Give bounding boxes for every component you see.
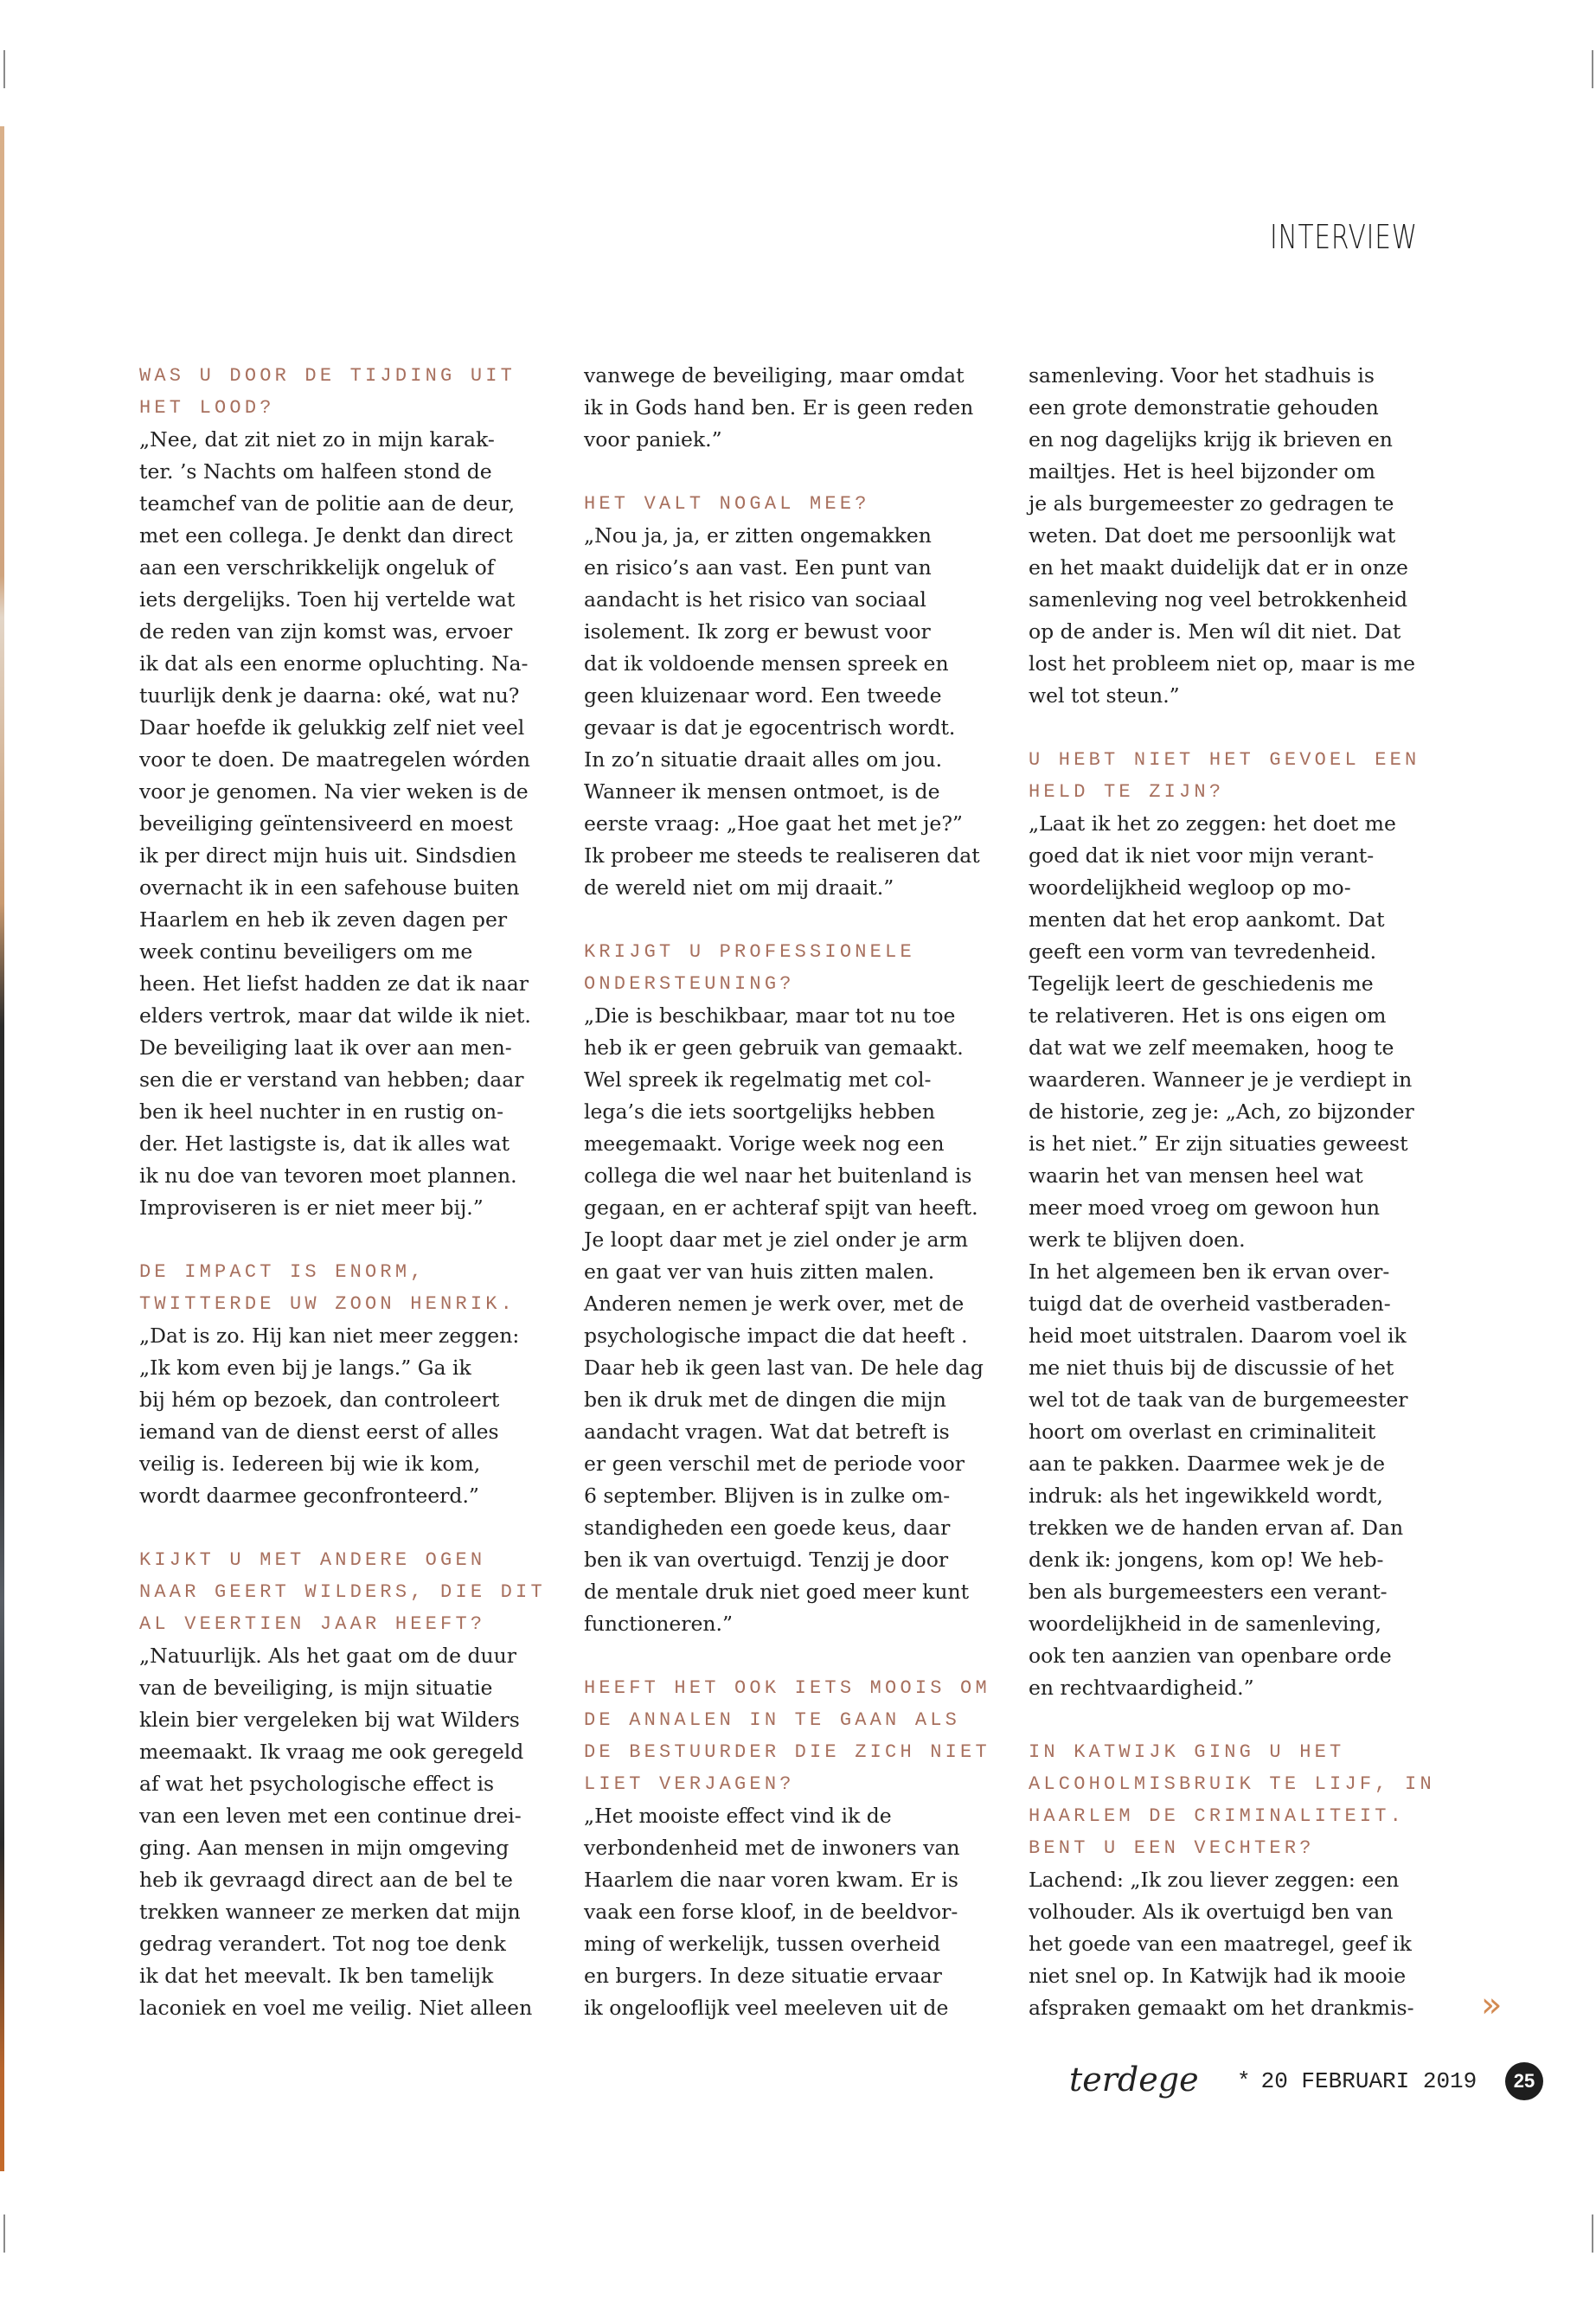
body-text-line: en rechtvaardigheid.” xyxy=(1029,1676,1254,1700)
body-text-line: volhouder. Als ik overtuigd ben van xyxy=(1029,1900,1394,1924)
article-column-2 xyxy=(584,360,999,2024)
body-text-line: geen kluizenaar word. Een tweede xyxy=(584,683,942,708)
body-text-line: der. Het lastigste is, dat ik alles wat xyxy=(139,1131,510,1156)
body-text-line: woordelijkheid wegloop op mo- xyxy=(1029,875,1351,900)
question-heading-line: NAAR GEERT WILDERS, DIE DIT xyxy=(139,1581,546,1603)
body-text-line: trekken wanneer ze merken dat mijn xyxy=(139,1900,521,1924)
body-text-line: eerste vraag: „Hoe gaat het met je?” xyxy=(584,811,963,836)
body-text-line: aandacht vragen. Wat dat betreft is xyxy=(584,1420,950,1444)
paragraph-gap xyxy=(584,904,999,936)
crop-mark xyxy=(3,50,5,88)
body-text-line: en burgers. In deze situatie ervaar xyxy=(584,1964,942,1988)
body-text-line: Daar heb ik geen last van. De hele dag xyxy=(584,1356,984,1380)
adjacent-page-photo-edge xyxy=(0,126,4,2171)
body-text-line: Je loopt daar met je ziel onder je arm xyxy=(584,1227,969,1252)
body-text-line: en gaat ver van huis zitten malen. xyxy=(584,1259,935,1284)
question-heading-line: U HEBT NIET HET GEVOEL EEN xyxy=(1029,749,1420,771)
body-text-line: gegaan, en er achteraf spijt van heeft. xyxy=(584,1195,978,1220)
body-text-line: voor te doen. De maatregelen wórden xyxy=(139,747,530,772)
question-heading-line: ALCOHOLMISBRUIK TE LIJF, IN xyxy=(1029,1773,1435,1795)
body-text-line: Haarlem en heb ik zeven dagen per xyxy=(139,907,508,932)
body-text-line: ben als burgemeesters een verant- xyxy=(1029,1580,1388,1604)
body-text-line: ben ik heel nuchter in en rustig on- xyxy=(139,1099,504,1124)
question-heading-line: HET VALT NOGAL MEE? xyxy=(584,493,870,515)
body-text-line: ging. Aan mensen in mijn omgeving xyxy=(139,1836,510,1860)
paragraph-gap xyxy=(139,1512,554,1544)
question-heading-line: ONDERSTEUNING? xyxy=(584,973,795,995)
body-text-line: Wel spreek ik regelmatig met col- xyxy=(584,1067,932,1092)
body-text-line: en het maakt duidelijk dat er in onze xyxy=(1029,555,1408,580)
issue-date-text: 20 FEBRUARI 2019 xyxy=(1260,2068,1477,2094)
question-heading-line: DE BESTUURDER DIE ZICH NIET xyxy=(584,1741,990,1763)
body-text-line: dat ik voldoende mensen spreek en xyxy=(584,651,949,676)
question-heading-line: DE IMPACT IS ENORM, xyxy=(139,1261,426,1283)
body-text-line: ik ongelooflijk veel meeleven uit de xyxy=(584,1996,949,2020)
body-text-line: ik dat het meevalt. Ik ben tamelijk xyxy=(139,1964,494,1988)
body-text-line: werk te blijven doen. xyxy=(1029,1227,1246,1252)
body-text-line: Haarlem die naar voren kwam. Er is xyxy=(584,1868,958,1892)
body-text-line: de wereld niet om mij draait.” xyxy=(584,875,894,900)
body-text-line: trekken we de handen ervan af. Dan xyxy=(1029,1516,1404,1540)
body-text-line: met een collega. Je denkt dan direct xyxy=(139,523,513,548)
body-text-line: In zo’n situatie draait alles om jou. xyxy=(584,747,943,772)
paragraph-gap xyxy=(584,1640,999,1672)
body-text-line: heb ik gevraagd direct aan de bel te xyxy=(139,1868,513,1892)
body-text-line: indruk: als het ingewikkeld wordt, xyxy=(1029,1484,1383,1508)
body-text-line: Daar hoefde ik gelukkig zelf niet veel xyxy=(139,715,525,740)
body-text-line: Improviseren is er niet meer bij.” xyxy=(139,1195,484,1220)
body-text-line: hoort om overlast en criminaliteit xyxy=(1029,1420,1376,1444)
body-text-line: aan een verschrikkelijk ongeluk of xyxy=(139,555,495,580)
body-text-line: woordelijkheid in de samenleving, xyxy=(1029,1612,1382,1636)
body-text-line: laconiek en voel me veilig. Niet alleen xyxy=(139,1996,533,2020)
body-text-line: lega’s die iets soortgelijks hebben xyxy=(584,1099,936,1124)
body-text-line: is het niet.” Er zijn situaties geweest xyxy=(1029,1131,1408,1156)
continue-arrow-icon: » xyxy=(1481,1985,1503,2025)
body-text-line: tuigd dat de overheid vastberaden- xyxy=(1029,1292,1391,1316)
paragraph-gap xyxy=(1029,1704,1444,1736)
body-text-line: er geen verschil met de periode voor xyxy=(584,1452,965,1476)
body-text-line: „Die is beschikbaar, maar tot nu toe xyxy=(584,1003,956,1028)
body-text-line: samenleving. Voor het stadhuis is xyxy=(1029,363,1375,388)
body-text-line: vaak een forse kloof, in de beeldvor- xyxy=(584,1900,958,1924)
body-text-line: Anderen nemen je werk over, met de xyxy=(584,1292,965,1316)
body-text-line: vanwege de beveiliging, maar omdat xyxy=(584,363,965,388)
body-text-line: iets dergelijks. Toen hij vertelde wat xyxy=(139,587,516,612)
body-text-line: wel tot steun.” xyxy=(1029,683,1180,708)
body-text-line: „Nou ja, ja, er zitten ongemakken xyxy=(584,523,932,548)
question-heading-line: DE ANNALEN IN TE GAAN ALS xyxy=(584,1709,961,1731)
body-text-line: isolement. Ik zorg er bewust voor xyxy=(584,619,931,644)
body-text-line: de historie, zeg je: „Ach, zo bijzonder xyxy=(1029,1099,1414,1124)
body-text-line: me niet thuis bij de discussie of het xyxy=(1029,1356,1394,1380)
body-text-line: samenleving nog veel betrokkenheid xyxy=(1029,587,1408,612)
body-text-line: afspraken gemaakt om het drankmis- xyxy=(1029,1996,1414,2020)
body-text-line: mailtjes. Het is heel bijzonder om xyxy=(1029,459,1375,484)
body-text-line: ook ten aanzien van openbare orde xyxy=(1029,1644,1392,1668)
body-text-line: ik in Gods hand ben. Er is geen reden xyxy=(584,395,974,420)
body-text-line: tuurlijk denk je daarna: oké, wat nu? xyxy=(139,683,520,708)
page-number: 25 xyxy=(1505,2062,1543,2100)
body-text-line: heb ik er geen gebruik van gemaakt. xyxy=(584,1035,964,1060)
body-text-line: lost het probleem niet op, maar is me xyxy=(1029,651,1415,676)
body-text-line: iemand van de dienst eerst of alles xyxy=(139,1420,499,1444)
body-text-line: „Ik kom even bij je langs.” Ga ik xyxy=(139,1356,471,1380)
magazine-logo: terdege xyxy=(1069,2061,1199,2099)
body-text-line: en nog dagelijks krijg ik brieven en xyxy=(1029,427,1393,452)
body-text-line: van een leven met een continue drei- xyxy=(139,1804,522,1828)
body-text-line: sen die er verstand van hebben; daar xyxy=(139,1067,524,1092)
question-heading-line: IN KATWIJK GING U HET xyxy=(1029,1741,1345,1763)
body-text-line: meemaakt. Ik vraag me ook geregeld xyxy=(139,1740,524,1764)
question-heading-line: HAARLEM DE CRIMINALITEIT. xyxy=(1029,1805,1406,1827)
question-heading-line: WAS U DOOR DE TIJDING UIT xyxy=(139,365,516,387)
body-text-line: menten dat het erop aankomt. Dat xyxy=(1029,907,1385,932)
body-text-line: waarin het van mensen heel wat xyxy=(1029,1163,1363,1188)
question-heading-line: TWITTERDE UW ZOON HENRIK. xyxy=(139,1293,516,1315)
body-text-line: verbondenheid met de inwoners van xyxy=(584,1836,960,1860)
body-text-line: psychologische impact die dat heeft . xyxy=(584,1324,968,1348)
question-heading-line: BENT U EEN VECHTER? xyxy=(1029,1837,1315,1859)
body-text-line: heen. Het liefst hadden ze dat ik naar xyxy=(139,971,529,996)
paragraph-gap xyxy=(1029,712,1444,744)
section-label: INTERVIEW xyxy=(1270,218,1418,256)
crop-mark xyxy=(1592,2214,1593,2253)
body-text-line: af wat het psychologische effect is xyxy=(139,1772,495,1796)
question-heading-line: AL VEERTIEN JAAR HEEFT? xyxy=(139,1613,486,1635)
body-text-line: heid moet uitstralen. Daarom voel ik xyxy=(1029,1324,1407,1348)
question-heading-line: HET LOOD? xyxy=(139,397,275,419)
body-text-line: week continu beveiligers om me xyxy=(139,939,473,964)
body-text-line: De beveiliging laat ik over aan men- xyxy=(139,1035,512,1060)
body-text-line: goed dat ik niet voor mijn verant- xyxy=(1029,843,1375,868)
body-text-line: ben ik druk met de dingen die mijn xyxy=(584,1388,946,1412)
body-text-line: denk ik: jongens, kom op! We heb- xyxy=(1029,1548,1384,1572)
body-text-line: ik nu doe van tevoren moet plannen. xyxy=(139,1163,517,1188)
question-heading-line: HEEFT HET OOK IETS MOOIS OM xyxy=(584,1677,990,1699)
body-text-line: „Natuurlijk. Als het gaat om de duur xyxy=(139,1644,517,1668)
body-text-line: standigheden een goede keus, daar xyxy=(584,1516,951,1540)
body-text-line: je als burgemeester zo gedragen te xyxy=(1029,491,1394,516)
body-text-line: de reden van zijn komst was, ervoer xyxy=(139,619,513,644)
body-text-line: het goede van een maatregel, geef ik xyxy=(1029,1932,1412,1956)
body-text-line: ben ik van overtuigd. Tenzij je door xyxy=(584,1548,949,1572)
article-column-1 xyxy=(139,360,554,2024)
body-text-line: klein bier vergeleken bij wat Wilders xyxy=(139,1708,520,1732)
body-text-line: Wanneer ik mensen ontmoet, is de xyxy=(584,779,940,804)
body-text-line: 6 september. Blijven is in zulke om- xyxy=(584,1484,951,1508)
body-text-line: „Het mooiste effect vind ik de xyxy=(584,1804,892,1828)
body-text-line: Ik probeer me steeds te realiseren dat xyxy=(584,843,980,868)
body-text-line: waarderen. Wanneer je je verdiept in xyxy=(1029,1067,1413,1092)
body-text-line: overnacht ik in een safehouse buiten xyxy=(139,875,520,900)
body-text-line: dat wat we zelf meemaken, hoog te xyxy=(1029,1035,1394,1060)
crop-mark xyxy=(1592,50,1593,88)
body-text-line: In het algemeen ben ik ervan over- xyxy=(1029,1259,1390,1284)
body-text-line: Lachend: „Ik zou liever zeggen: een xyxy=(1029,1868,1400,1892)
body-text-line: voor paniek.” xyxy=(584,427,722,452)
body-text-line: meegemaakt. Vorige week nog een xyxy=(584,1131,945,1156)
crop-mark xyxy=(3,2214,5,2253)
question-heading-line: HELD TE ZIJN? xyxy=(1029,781,1225,803)
body-text-line: en risico’s aan vast. Een punt van xyxy=(584,555,932,580)
body-text-line: te relativeren. Het is ons eigen om xyxy=(1029,1003,1387,1028)
body-text-line: weten. Dat doet me persoonlijk wat xyxy=(1029,523,1396,548)
question-heading-line: KRIJGT U PROFESSIONELE xyxy=(584,941,915,963)
body-text-line: elders vertrok, maar dat wilde ik niet. xyxy=(139,1003,531,1028)
body-text-line: van de beveiliging, is mijn situatie xyxy=(139,1676,493,1700)
body-text-line: op de ander is. Men wíl dit niet. Dat xyxy=(1029,619,1401,644)
body-text-line: aandacht is het risico van sociaal xyxy=(584,587,926,612)
body-text-line: ik per direct mijn huis uit. Sindsdien xyxy=(139,843,517,868)
body-text-line: „Nee, dat zit niet zo in mijn karak- xyxy=(139,427,495,452)
body-text-line: teamchef van de politie aan de deur, xyxy=(139,491,516,516)
body-text-line: wel tot de taak van de burgemeester xyxy=(1029,1388,1408,1412)
body-text-line: de mentale druk niet goed meer kunt xyxy=(584,1580,970,1604)
paragraph-gap xyxy=(139,1224,554,1256)
body-text-line: Tegelijk leert de geschiedenis me xyxy=(1029,971,1374,996)
body-text-line: collega die wel naar het buitenland is xyxy=(584,1163,972,1188)
paragraph-gap xyxy=(584,456,999,488)
body-text-line: niet snel op. In Katwijk had ik mooie xyxy=(1029,1964,1407,1988)
body-text-line: gedrag verandert. Tot nog toe denk xyxy=(139,1932,506,1956)
body-text-line: ming of werkelijk, tussen overheid xyxy=(584,1932,941,1956)
body-text-line: meer moed vroeg om gewoon hun xyxy=(1029,1195,1381,1220)
body-text-line: veilig is. Iedereen bij wie ik kom, xyxy=(139,1452,481,1476)
body-text-line: gevaar is dat je egocentrisch wordt. xyxy=(584,715,956,740)
body-text-line: bij hém op bezoek, dan controleert xyxy=(139,1388,500,1412)
body-text-line: voor je genomen. Na vier weken is de xyxy=(139,779,529,804)
question-heading-line: LIET VERJAGEN? xyxy=(584,1773,795,1795)
body-text-line: aan te pakken. Daarmee wek je de xyxy=(1029,1452,1385,1476)
body-text-line: ik dat als een enorme opluchting. Na- xyxy=(139,651,529,676)
article-column-3 xyxy=(1029,360,1444,2024)
body-text-line: „Laat ik het zo zeggen: het doet me xyxy=(1029,811,1396,836)
question-heading-line: KIJKT U MET ANDERE OGEN xyxy=(139,1549,486,1571)
body-text-line: geeft een vorm van tevredenheid. xyxy=(1029,939,1377,964)
body-text-line: een grote demonstratie gehouden xyxy=(1029,395,1379,420)
body-text-line: wordt daarmee geconfronteerd.” xyxy=(139,1484,479,1508)
body-text-line: functioneren.” xyxy=(584,1612,734,1636)
body-text-line: ter. ’s Nachts om halfeen stond de xyxy=(139,459,492,484)
body-text-line: „Dat is zo. Hij kan niet meer zeggen: xyxy=(139,1324,520,1348)
asterisk-icon: * xyxy=(1237,2068,1251,2094)
issue-date xyxy=(1237,2067,1477,2095)
body-text-line: beveiliging geïntensiveerd en moest xyxy=(139,811,513,836)
